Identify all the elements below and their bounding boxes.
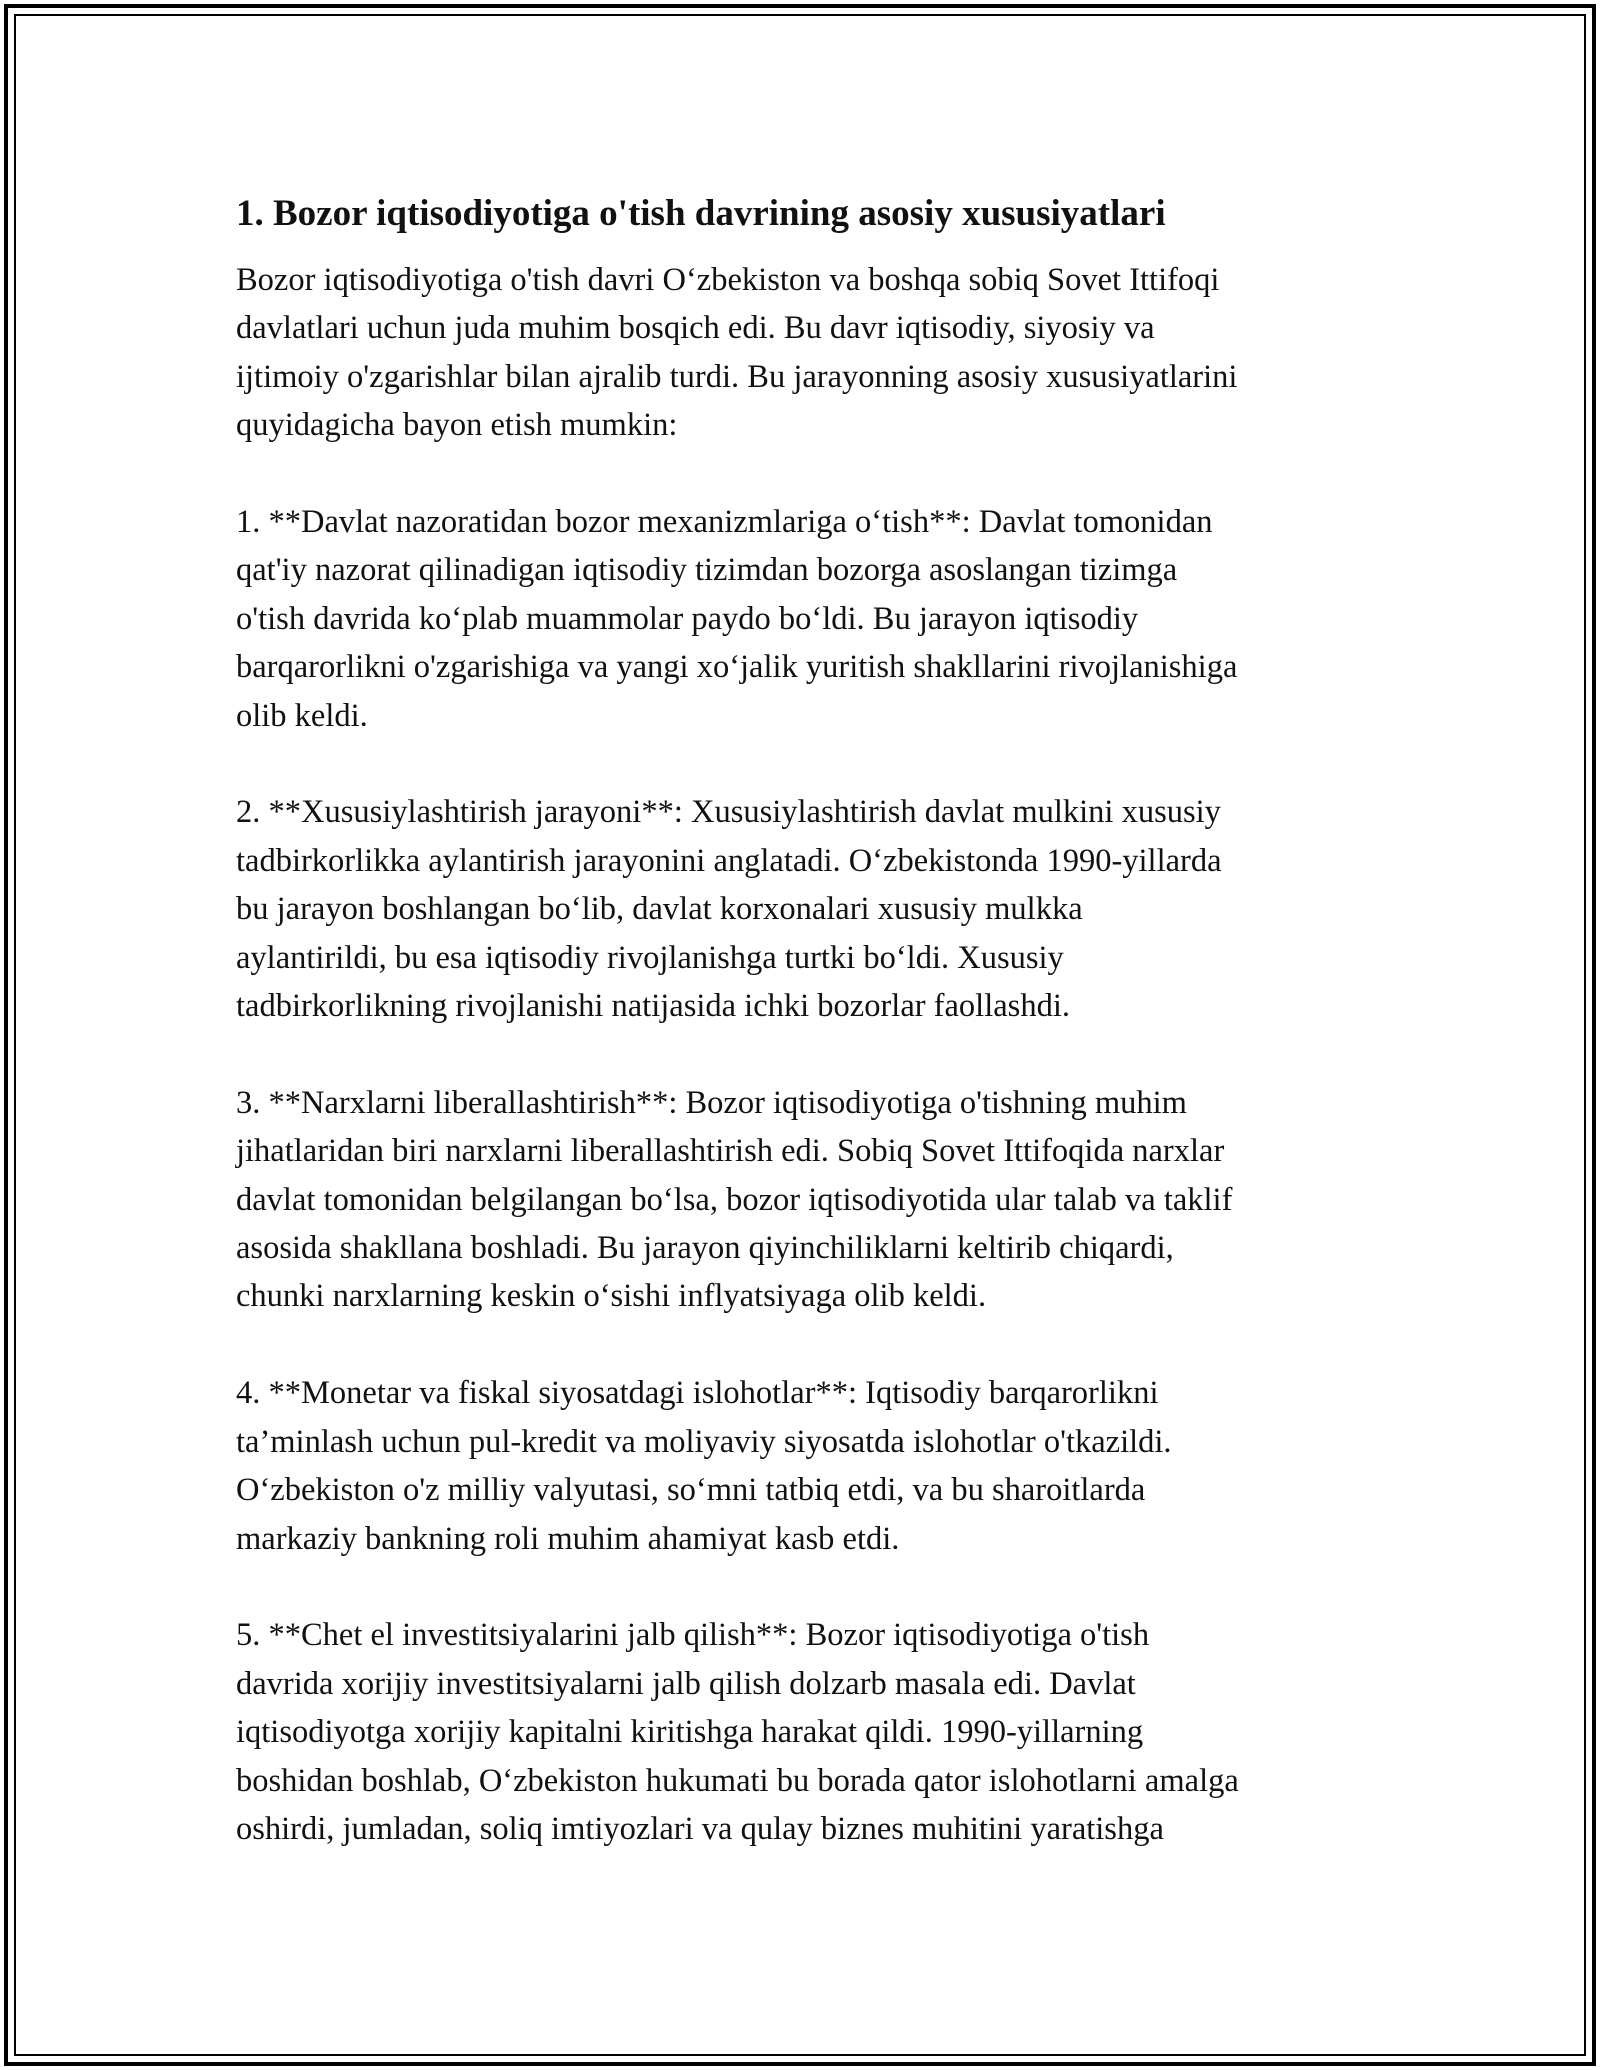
intro-paragraph: Bozor iqtisodiyotiga o'tish davri O‘zbekiston va boshqa sobiq Sovet Ittifoqi davlatlari uchun juda muhim bosqich edi. Bu davr iqtisodiy, siyosiy va ijtimoiy o'zgarishlar bilan ajralib turdi. Bu jarayonning asosiy xususiyatlarini quyidagicha bayon etish mumkin:	[236, 262, 1238, 444]
section-heading: 1. Bozor iqtisodiyotiga o'tish davrining asosiy xususiyatlari	[236, 193, 1166, 234]
point-1-paragraph: 1. **Davlat nazoratidan bozor mexanizmlariga o‘tish**: Davlat tomonidan qat'iy nazorat qilinadigan iqtisodiy tizimdan bozorga asoslangan tizimga o'tish davrida ko‘plab muammolar paydo bo‘ldi. Bu jarayon iqtisodiy barqarorlikni o'zgarishiga va yangi xo‘jalik yuritish shakllarini rivojlanishiga olib keldi.	[236, 504, 1238, 734]
point-3-paragraph: 3. **Narxlarni liberallashtirish**: Bozor iqtisodiyotiga o'tishning muhim jihatlaridan biri narxlarni liberallashtirish edi. Sobiq Sovet Ittifoqida narxlar davlat tomonidan belgilangan bo‘lsa, bozor iqtisodiyotida ular talab va taklif asosida shakllana boshladi. Bu jarayon qiyinchiliklarni keltirib chiqardi, chunki narxlarning keskin o‘sishi inflyatsiyaga olib keldi.	[236, 1084, 1233, 1315]
point-2-paragraph: 2. **Xususiylashtirish jarayoni**: Xususiylashtirish davlat mulkini xususiy tadbirkorlikka aylantirish jarayonini anglatadi. O‘zbekistonda 1990-yillarda bu jarayon boshlangan bo‘lib, davlat korxonalari xususiy mulkka aylantirildi, bu esa iqtisodiy rivojlanishga turtki bo‘ldi. Xususiy tadbirkorlikning rivojlanishi natijasida ichki bozorlar faollashdi.	[236, 794, 1222, 1025]
point-4-paragraph: 4. **Monetar va fiskal siyosatdagi islohotlar**: Iqtisodiy barqarorlikni ta’minlash uchun pul-kredit va moliyaviy siyosatda islohotlar o'tkazildi. O‘zbekiston o'z milliy valyutasi, so‘mni tatbiq etdi, va bu sharoitlarda markaziy bankning roli muhim ahamiyat kasb etdi.	[236, 1375, 1172, 1557]
point-5-paragraph: 5. **Chet el investitsiyalarini jalb qilish**: Bozor iqtisodiyotiga o'tish davrida xorijiy investitsiyalarni jalb qilish dolzarb masala edi. Davlat iqtisodiyotga xorijiy kapitalni kiritishga harakat qildi. 1990-yillarning boshidan boshlab, O‘zbekiston hukumati bu borada qator islohotlarni amalga oshirdi, jumladan, soliq imtiyozlari va qulay biznes muhitini yaratishga	[236, 1617, 1239, 1847]
document-body	[236, 188, 1376, 1853]
